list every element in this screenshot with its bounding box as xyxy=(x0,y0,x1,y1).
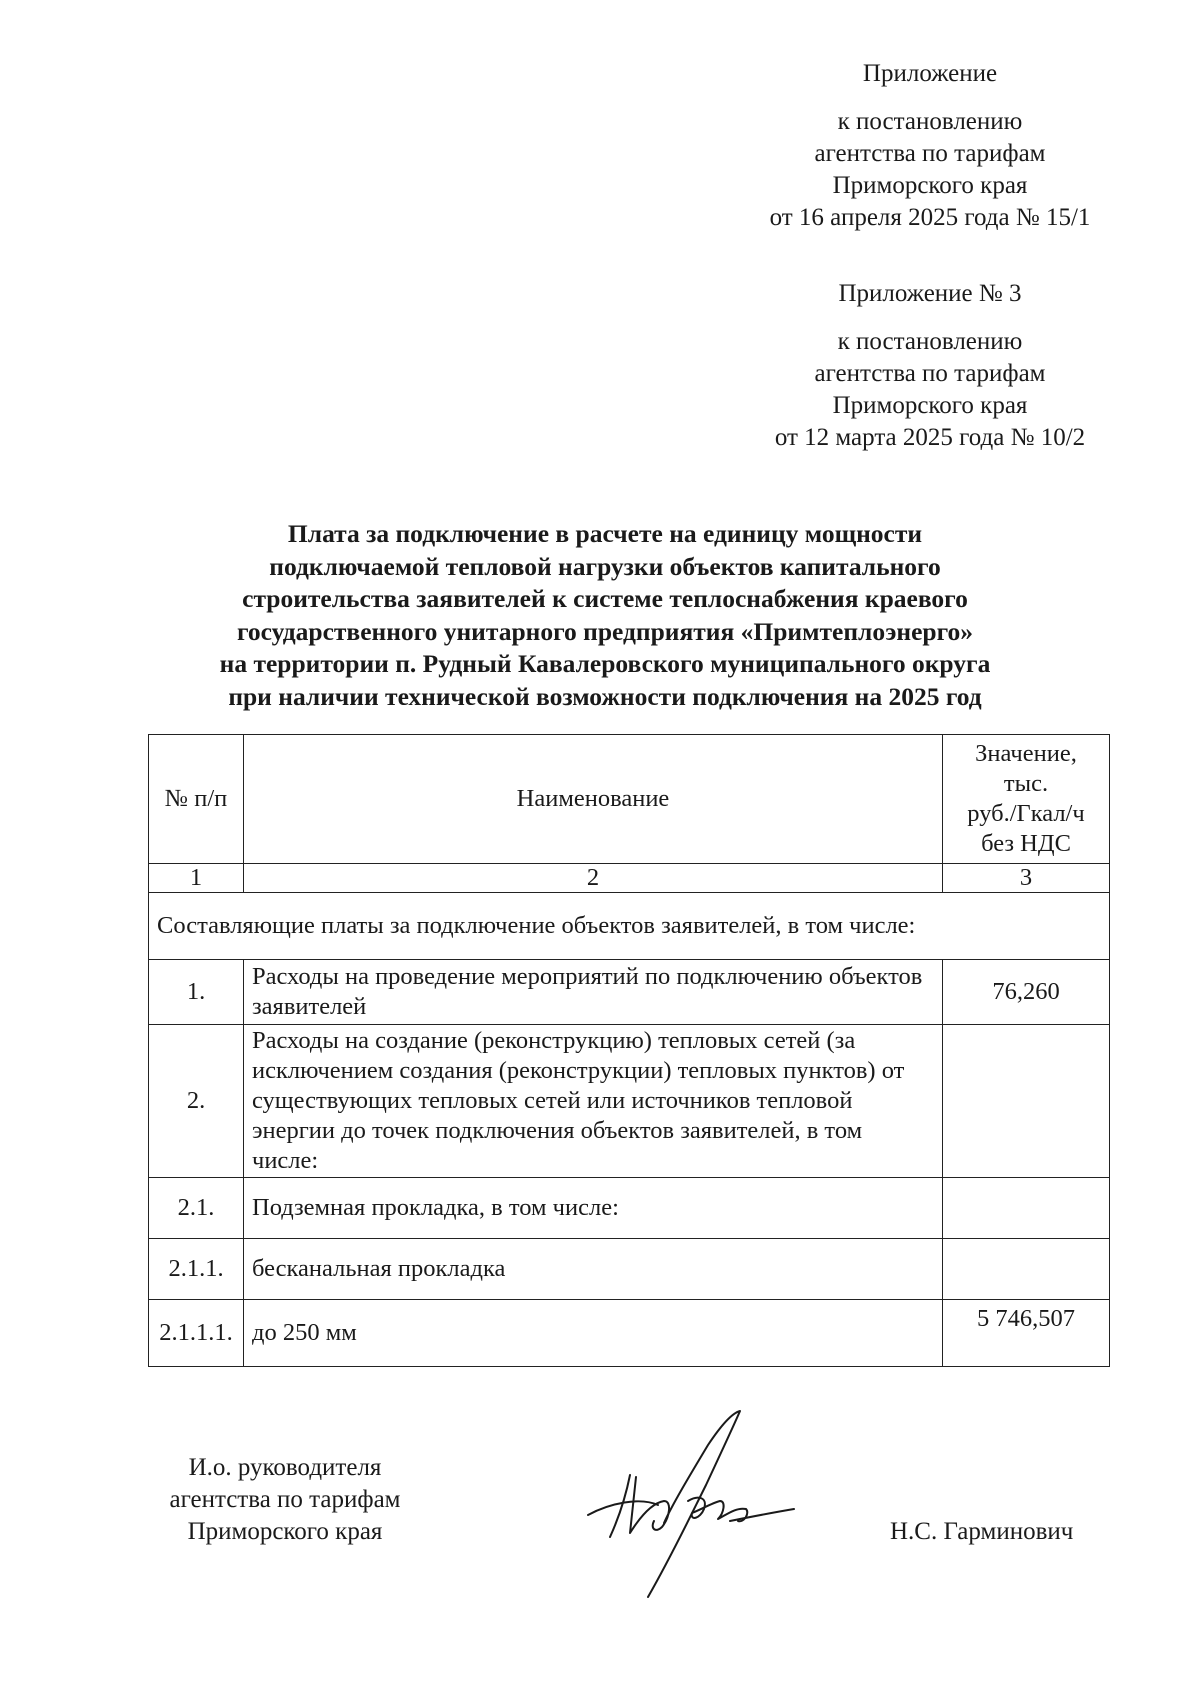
appendix-line: к постановлению xyxy=(837,108,1023,135)
row-num: 2. xyxy=(149,1025,244,1178)
title-line: государственного унитарного предприятия «Примтеплоэнерго» xyxy=(236,616,974,646)
table-row xyxy=(149,1178,1110,1239)
signature-stroke xyxy=(730,1509,794,1521)
row-name: до 250 мм xyxy=(244,1300,943,1367)
signature-stroke xyxy=(648,1411,740,1597)
title-line: на территории п. Рудный Кавалеровского муниципального округа xyxy=(219,649,991,678)
table-header-row xyxy=(149,735,1110,864)
row-num: 2.1.1.1. xyxy=(149,1300,244,1367)
signature-stroke xyxy=(610,1475,630,1537)
appendix-date-line: от 16 апреля 2025 года № 15/1 xyxy=(769,204,1091,231)
tariff-table xyxy=(148,734,1110,1367)
row-value xyxy=(943,1239,1110,1300)
appendix-line: Приморского края xyxy=(832,172,1028,199)
handwritten-signature xyxy=(580,1405,800,1605)
appendix-date-line: от 12 марта 2025 года № 10/2 xyxy=(774,424,1086,451)
header-value-line: без НДС xyxy=(981,830,1071,857)
title-line: при наличии технической возможности подключения на 2025 год xyxy=(228,681,982,711)
appendix-original-header xyxy=(710,278,1150,454)
signatory-name: Н.С. Гарминович xyxy=(890,1518,1074,1545)
header-name: Наименование xyxy=(244,735,943,864)
appendix-title: Приложение xyxy=(862,60,998,87)
title-line: Плата за подключение в расчете на единицу мощности xyxy=(287,519,923,548)
row-name: Расходы на создание (реконструкцию) тепловых сетей (за исключением создания (реконструкции) тепловых пунктов) от существующих тепловых сетей или источников тепловой энергии до точек подключения объектов заявителей, в том числе: xyxy=(244,1025,943,1178)
column-index-row xyxy=(149,864,1110,893)
row-value xyxy=(943,1178,1110,1239)
signatory-line: агентства по тарифам xyxy=(169,1486,401,1513)
appendix-line: агентства по тарифам xyxy=(814,140,1046,167)
section-row xyxy=(149,893,1110,960)
row-value xyxy=(943,1025,1110,1178)
appendix-line: агентства по тарифам xyxy=(814,360,1046,387)
row-num: 1. xyxy=(149,960,244,1025)
appendix-line: к постановлению xyxy=(837,328,1023,355)
header-num: № п/п xyxy=(149,735,244,864)
signature-stroke xyxy=(630,1477,669,1533)
signatory-line: Приморского края xyxy=(187,1518,383,1545)
row-value: 76,260 xyxy=(943,960,1110,1025)
table-row xyxy=(149,960,1110,1025)
header-value-line: Значение, xyxy=(975,740,1077,767)
column-index: 1 xyxy=(149,864,244,893)
row-name: Подземная прокладка, в том числе: xyxy=(244,1178,943,1239)
title-line: строительства заявителей к системе теплоснабжения краевого xyxy=(242,584,968,613)
title-line: подключаемой тепловой нагрузки объектов капитального xyxy=(269,551,941,581)
header-value xyxy=(943,735,1110,864)
row-num: 2.1. xyxy=(149,1178,244,1239)
row-num: 2.1.1. xyxy=(149,1239,244,1300)
row-name: Расходы на проведение мероприятий по подключению объектов заявителей xyxy=(244,960,943,1025)
column-index: 3 xyxy=(943,864,1110,893)
signatory-line: И.о. руководителя xyxy=(188,1454,382,1481)
table-row xyxy=(149,1025,1110,1178)
table-row xyxy=(149,1239,1110,1300)
row-value: 5 746,507 xyxy=(943,1300,1110,1367)
section-label: Составляющие платы за подключение объектов заявителей, в том числе: xyxy=(149,893,1110,960)
appendix-current-header xyxy=(710,58,1150,234)
header-value-line: тыс. xyxy=(1003,770,1049,797)
header-value-line: руб./Гкал/ч xyxy=(967,800,1085,827)
appendix-title: Приложение № 3 xyxy=(838,280,1022,307)
column-index: 2 xyxy=(244,864,943,893)
appendix-line: Приморского края xyxy=(832,392,1028,419)
table-row xyxy=(149,1300,1110,1367)
signatory-position xyxy=(140,1452,430,1548)
row-name: бесканальная прокладка xyxy=(244,1239,943,1300)
document-title xyxy=(150,518,1060,713)
